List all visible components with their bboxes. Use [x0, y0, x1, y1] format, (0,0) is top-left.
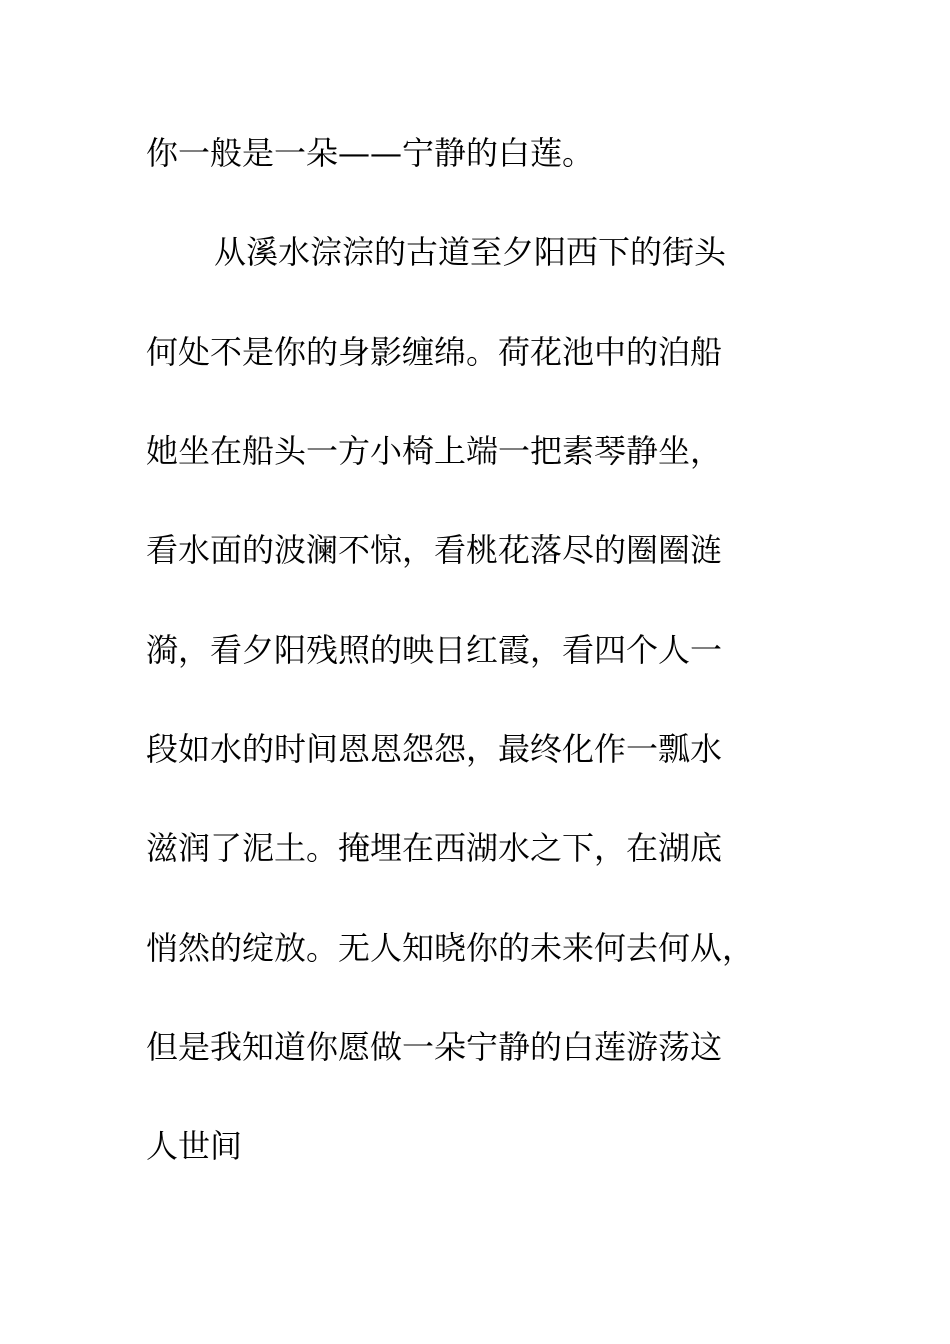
text-line-1: 你一般是一朵——宁静的白莲。 [146, 134, 595, 172]
text-line-11: 人世间 [146, 1127, 243, 1165]
text-line-3: 何处不是你的身影缠绵。荷花池中的泊船 [146, 333, 723, 371]
text-line-7: 段如水的时间恩恩怨怨，最终化作一瓢水 [146, 730, 723, 768]
text-line-5: 看水面的波澜不惊，看桃花落尽的圈圈涟 [146, 531, 723, 569]
text-line-6: 漪，看夕阳残照的映日红霞，看四个人一 [146, 631, 723, 669]
text-line-10: 但是我知道你愿做一朵宁静的白莲游荡这 [146, 1028, 723, 1066]
text-line-2: 从溪水淙淙的古道至夕阳西下的街头 [214, 233, 727, 271]
text-line-4: 她坐在船头一方小椅上端一把素琴静坐， [146, 432, 723, 470]
text-line-9: 悄然的绽放。无人知晓你的未来何去何从， [146, 929, 755, 967]
text-line-8: 滋润了泥土。掩埋在西湖水之下，在湖底 [146, 829, 723, 867]
